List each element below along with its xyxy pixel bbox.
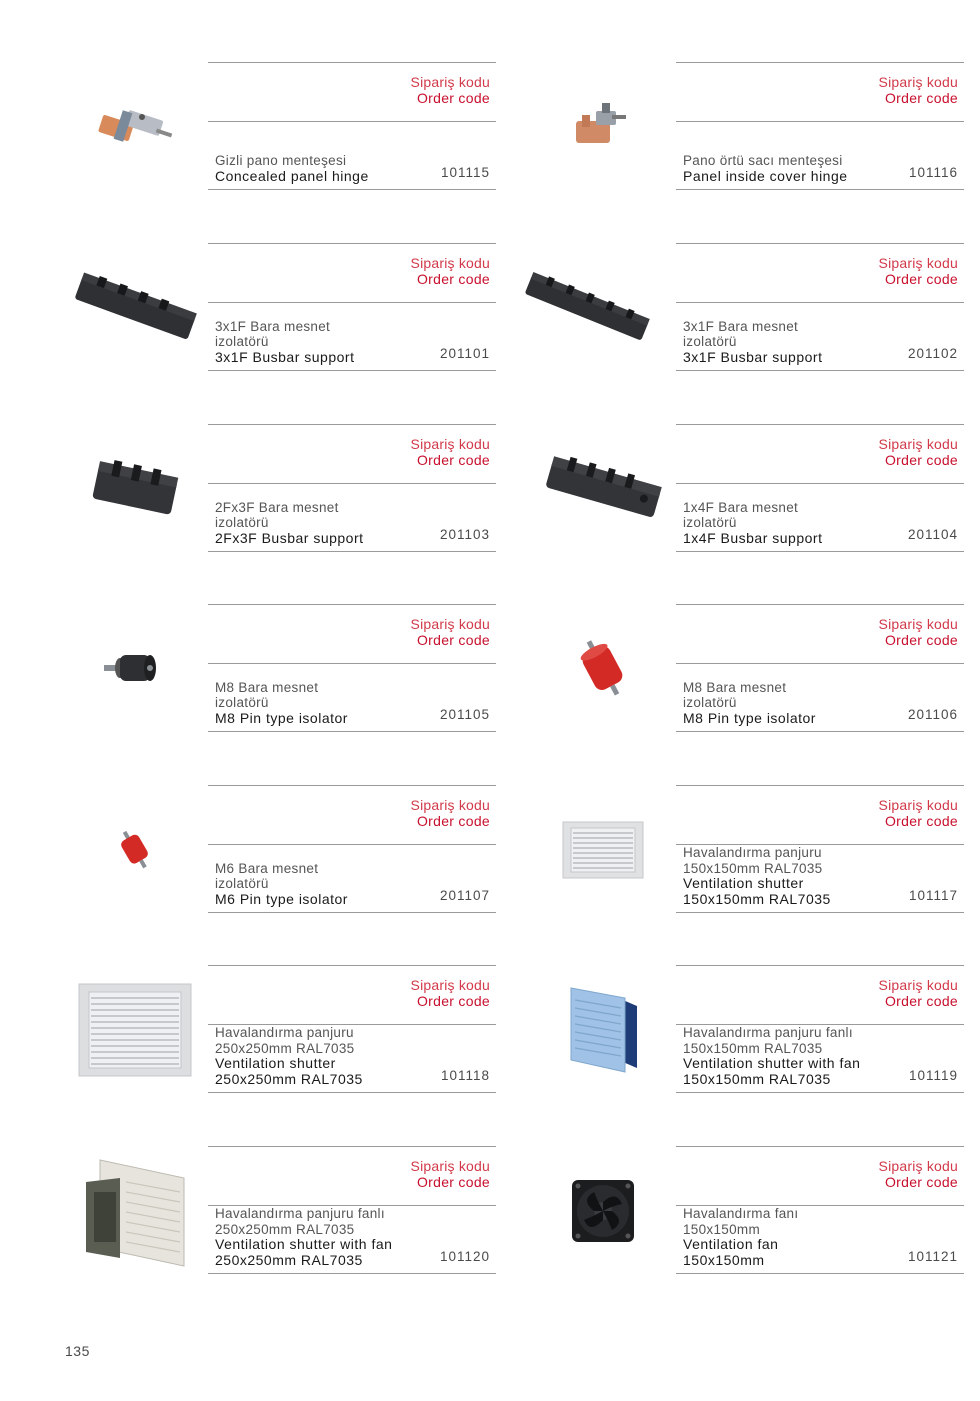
- product-name-en: 2Fx3F Busbar support: [215, 529, 364, 546]
- order-code-label-en: Order code: [884, 452, 958, 468]
- order-code-label-tr: Sipariş kodu: [410, 255, 490, 271]
- product-name-tr: Havalandırma panjuru fanlı 150x150mm RAL7035: [683, 1025, 853, 1056]
- order-code-label-en: Order code: [416, 271, 490, 287]
- order-code-label-tr: Sipariş kodu: [410, 1158, 490, 1174]
- product-name-en: Ventilation shutter 150x150mm RAL7035: [683, 875, 831, 907]
- order-code-label-tr: Sipariş kodu: [878, 977, 958, 993]
- order-code-label-tr: Sipariş kodu: [410, 436, 490, 452]
- product-name-en: Concealed panel hinge: [215, 167, 369, 184]
- product-code: 101115: [440, 165, 490, 180]
- product-card: [70, 62, 550, 192]
- order-code-label-en: Order code: [884, 632, 958, 648]
- vent-shutter-small-icon: [538, 785, 668, 915]
- order-code-label-tr: Sipariş kodu: [878, 616, 958, 632]
- product-name-en: M6 Pin type isolator: [215, 890, 348, 907]
- product-card: [538, 604, 980, 734]
- product-card: [70, 965, 550, 1095]
- busbar-block-long-icon: [538, 424, 668, 554]
- product-card: [70, 424, 550, 554]
- product-name-en: Panel inside cover hinge: [683, 167, 848, 184]
- order-code-label-en: Order code: [416, 993, 490, 1009]
- cover-hinge-icon: [538, 62, 668, 192]
- order-code-label-tr: Sipariş kodu: [410, 616, 490, 632]
- order-code-label-tr: Sipariş kodu: [878, 1158, 958, 1174]
- product-name-tr: Havalandırma panjuru 250x250mm RAL7035: [215, 1025, 355, 1056]
- order-code-label-tr: Sipariş kodu: [410, 797, 490, 813]
- busbar-support-long-icon: [522, 243, 652, 373]
- product-card: [70, 785, 550, 915]
- product-card: [70, 604, 550, 734]
- page-number: 135: [65, 1343, 90, 1359]
- product-name-tr: Havalandırma panjuru fanlı 250x250mm RAL7035: [215, 1206, 385, 1237]
- product-name-en: 3x1F Busbar support: [683, 348, 823, 365]
- black-isolator-icon: [70, 604, 200, 734]
- product-name-tr: 3x1F Bara mesnet izolatörü: [683, 318, 799, 349]
- product-name-en: Ventilation shutter with fan 150x150mm RAL7035: [683, 1055, 861, 1087]
- order-code-label-tr: Sipariş kodu: [878, 74, 958, 90]
- product-card: [538, 965, 980, 1095]
- product-card: [70, 243, 550, 373]
- vent-fan-grey-icon: [70, 1146, 200, 1276]
- vent-shutter-large-icon: [70, 965, 200, 1095]
- product-name-en: 3x1F Busbar support: [215, 348, 355, 365]
- product-name-tr: Gizli pano menteşesi: [215, 153, 347, 168]
- order-code-label-en: Order code: [884, 993, 958, 1009]
- product-code: 101116: [908, 165, 958, 180]
- product-name-tr: M8 Bara mesnet izolatörü: [683, 679, 787, 710]
- product-code: 201106: [907, 707, 958, 722]
- product-code: 101118: [440, 1068, 490, 1083]
- vent-fan-blue-icon: [538, 965, 668, 1095]
- product-name-tr: 2Fx3F Bara mesnet izolatörü: [215, 499, 339, 530]
- order-code-label-tr: Sipariş kodu: [878, 255, 958, 271]
- product-code: 101117: [908, 888, 958, 903]
- product-code: 201104: [907, 527, 958, 542]
- busbar-support-icon: [70, 243, 200, 373]
- order-code-label-en: Order code: [884, 271, 958, 287]
- order-code-label-en: Order code: [416, 90, 490, 106]
- product-name-en: M8 Pin type isolator: [215, 709, 348, 726]
- axial-fan-icon: [538, 1146, 668, 1276]
- order-code-label-en: Order code: [416, 452, 490, 468]
- product-name-en: Ventilation shutter with fan 250x250mm RAL7035: [215, 1236, 393, 1268]
- product-name-en: M8 Pin type isolator: [683, 709, 816, 726]
- busbar-block-icon: [70, 424, 200, 554]
- product-card: [538, 1146, 980, 1276]
- product-name-en: Ventilation shutter 250x250mm RAL7035: [215, 1055, 363, 1087]
- order-code-label-tr: Sipariş kodu: [878, 436, 958, 452]
- product-name-tr: 3x1F Bara mesnet izolatörü: [215, 318, 331, 349]
- order-code-label-en: Order code: [416, 813, 490, 829]
- product-card: [538, 785, 980, 915]
- product-card: [70, 1146, 550, 1276]
- order-code-label-en: Order code: [416, 632, 490, 648]
- order-code-label-tr: Sipariş kodu: [410, 977, 490, 993]
- product-code: 201101: [439, 346, 490, 361]
- order-code-label-en: Order code: [884, 1174, 958, 1190]
- small-red-isolator-icon: [70, 785, 200, 915]
- product-name-en: Ventilation fan 150x150mm: [683, 1236, 779, 1268]
- product-name-en: 1x4F Busbar support: [683, 529, 823, 546]
- order-code-label-tr: Sipariş kodu: [878, 797, 958, 813]
- red-isolator-icon: [538, 604, 668, 734]
- product-code: 101119: [908, 1068, 958, 1083]
- product-code: 101120: [439, 1249, 490, 1264]
- product-card: [538, 243, 980, 373]
- product-code: 201102: [907, 346, 958, 361]
- product-card: [538, 62, 980, 192]
- product-name-tr: Havalandırma fanı 150x150mm: [683, 1206, 799, 1237]
- order-code-label-en: Order code: [884, 813, 958, 829]
- order-code-label-en: Order code: [416, 1174, 490, 1190]
- product-name-tr: M6 Bara mesnet izolatörü: [215, 860, 319, 891]
- product-card: [538, 424, 980, 554]
- order-code-label-tr: Sipariş kodu: [410, 74, 490, 90]
- order-code-label-en: Order code: [884, 90, 958, 106]
- product-name-tr: M8 Bara mesnet izolatörü: [215, 679, 319, 710]
- product-name-tr: 1x4F Bara mesnet izolatörü: [683, 499, 799, 530]
- product-code: 201103: [439, 527, 490, 542]
- product-name-tr: Pano örtü sacı menteşesi: [683, 153, 843, 168]
- product-code: 101121: [907, 1249, 958, 1264]
- product-code: 201105: [439, 707, 490, 722]
- product-code: 201107: [439, 888, 490, 903]
- product-name-tr: Havalandırma panjuru 150x150mm RAL7035: [683, 845, 823, 876]
- hinge-icon: [70, 62, 200, 192]
